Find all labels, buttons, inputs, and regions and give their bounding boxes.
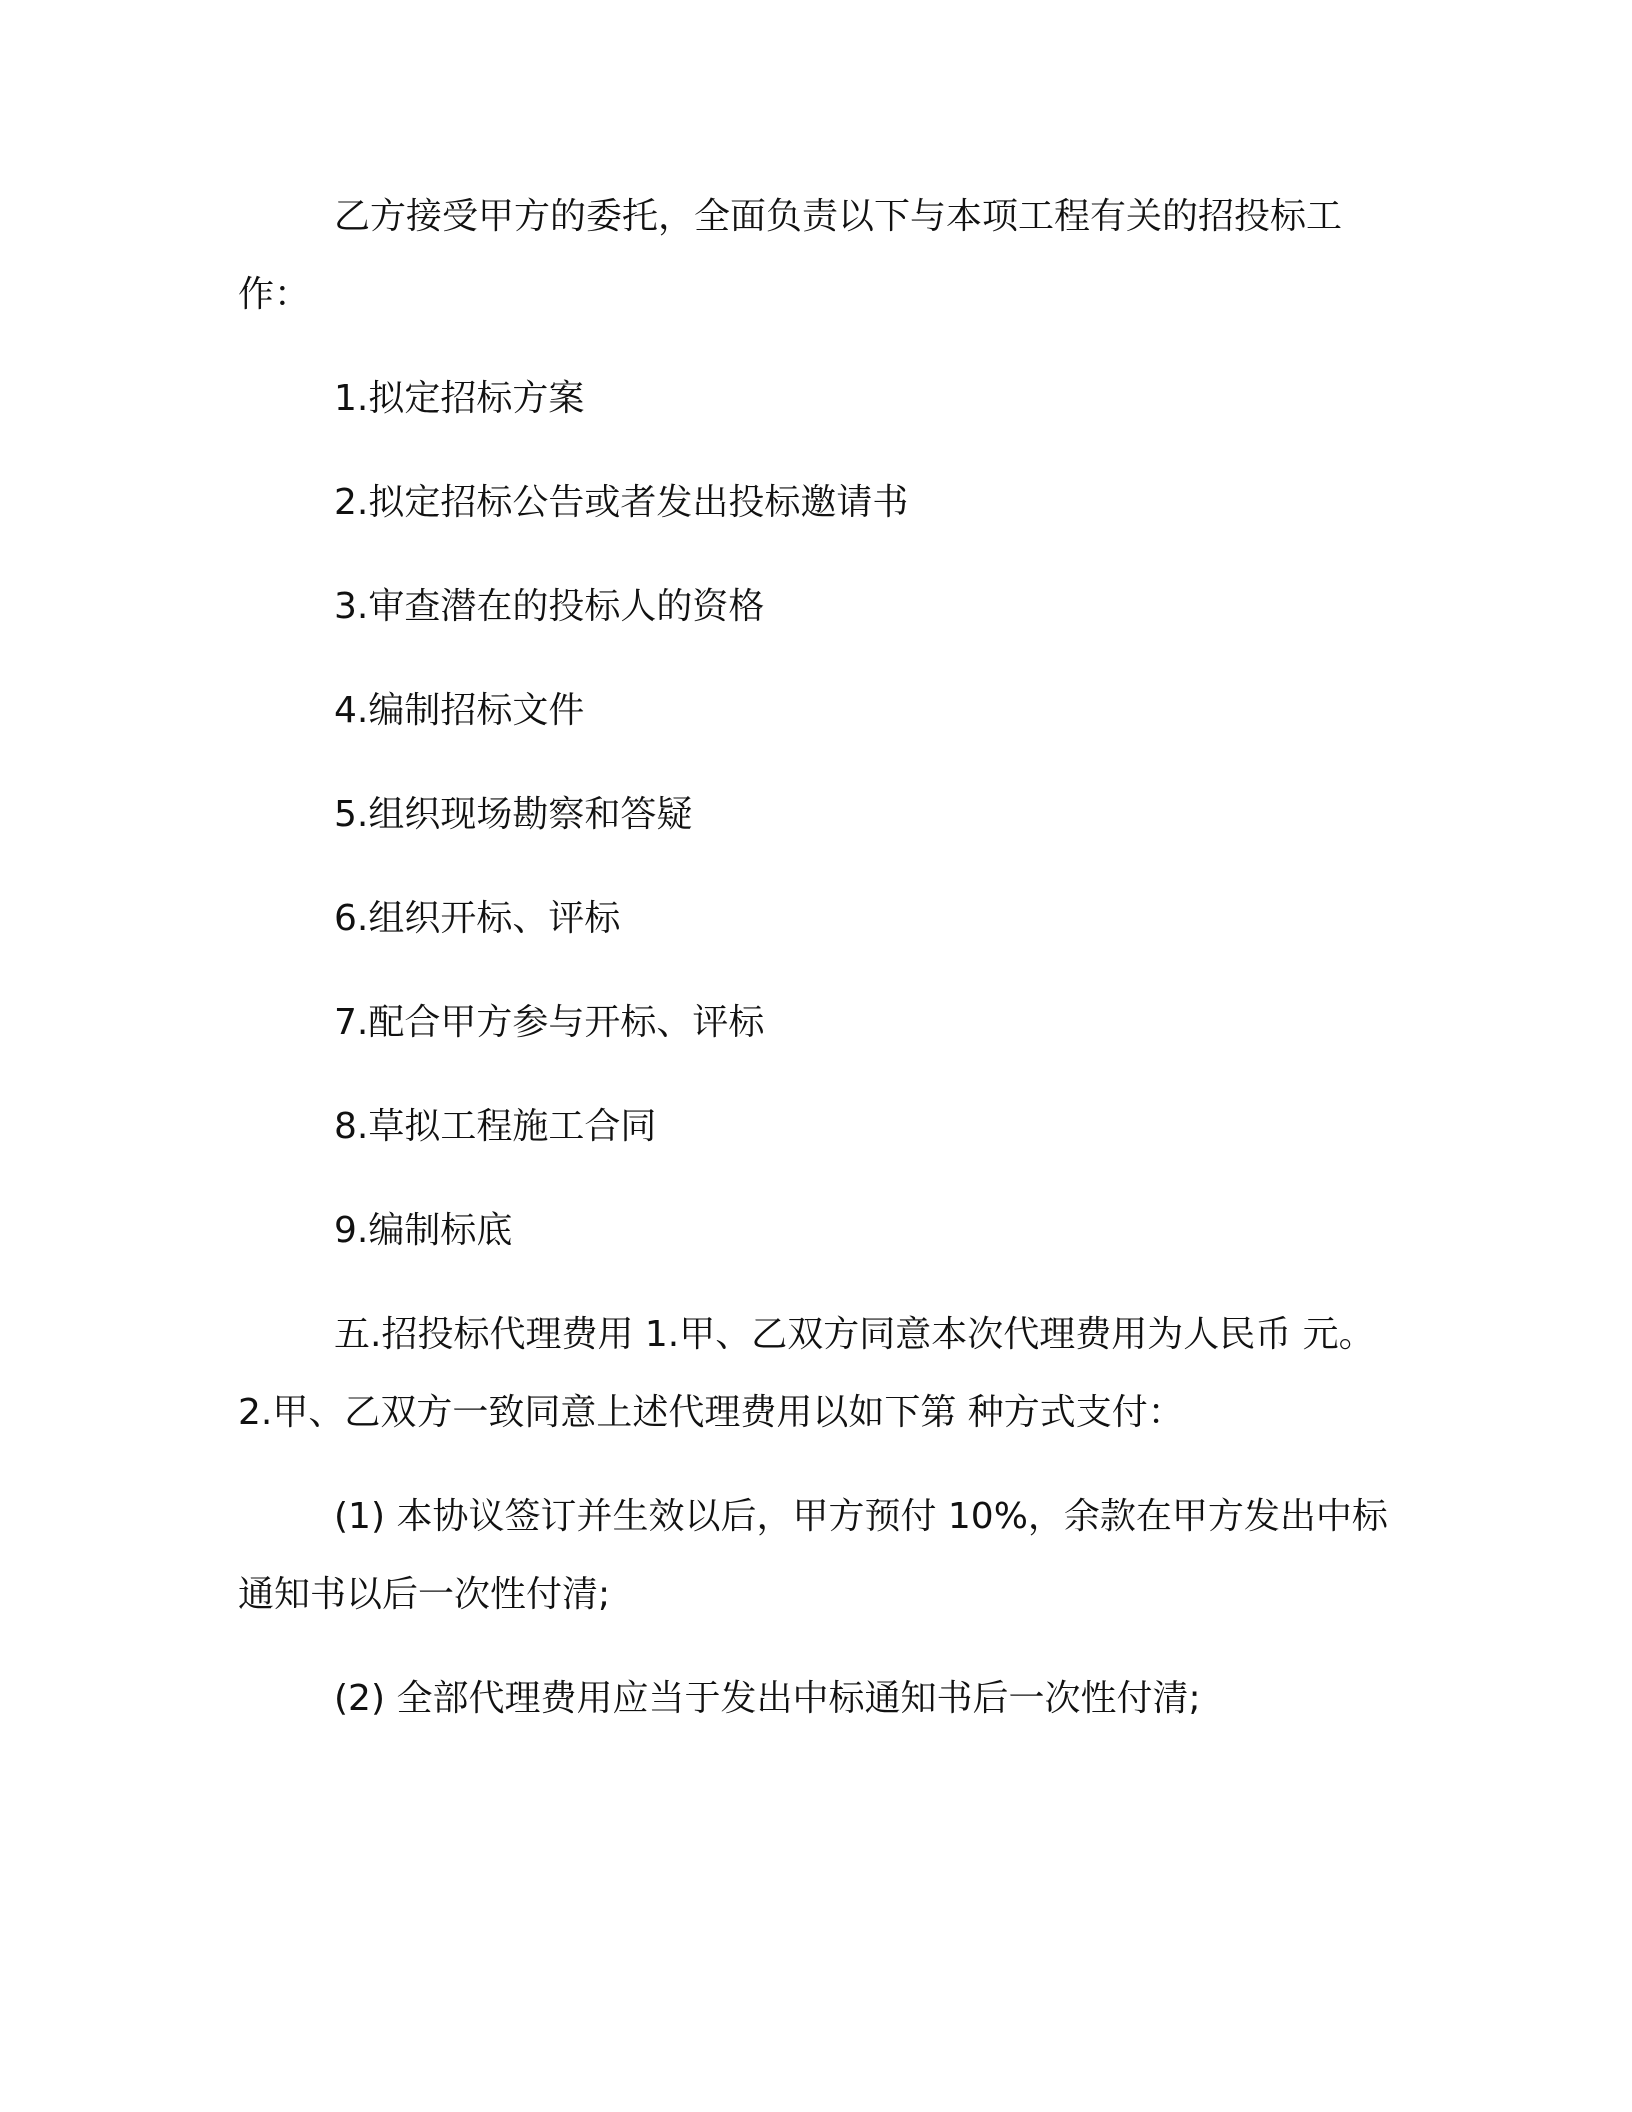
document-body [238, 178, 1388, 1738]
list-item: 4.编制招标文件 [334, 690, 585, 731]
fee-section-paragraph: 五.招投标代理费用 1.甲、乙双方同意本次代理费用为人民币 元。2.甲、乙双方一致同意上述代理费用以如下第 种方式支付： [238, 1314, 1375, 1433]
list-item: 7.配合甲方参与开标、评标 [334, 1002, 765, 1043]
intro-paragraph: 乙方接受甲方的委托，全面负责以下与本项工程有关的招投标工作： [238, 196, 1343, 315]
payment-option-1: (1) 本协议签订并生效以后，甲方预付 10%，余款在甲方发出中标通知书以后一次性付清; [238, 1496, 1388, 1615]
list-item: 9.编制标底 [334, 1210, 513, 1251]
list-item: 5.组织现场勘察和答疑 [334, 794, 693, 835]
list-item: 3.审查潜在的投标人的资格 [334, 586, 765, 627]
payment-option-2: (2) 全部代理费用应当于发出中标通知书后一次性付清; [334, 1678, 1201, 1719]
list-item: 8.草拟工程施工合同 [334, 1106, 657, 1147]
list-item: 2.拟定招标公告或者发出投标邀请书 [334, 482, 909, 523]
list-item: 1.拟定招标方案 [334, 378, 585, 419]
list-item: 6.组织开标、评标 [334, 898, 621, 939]
